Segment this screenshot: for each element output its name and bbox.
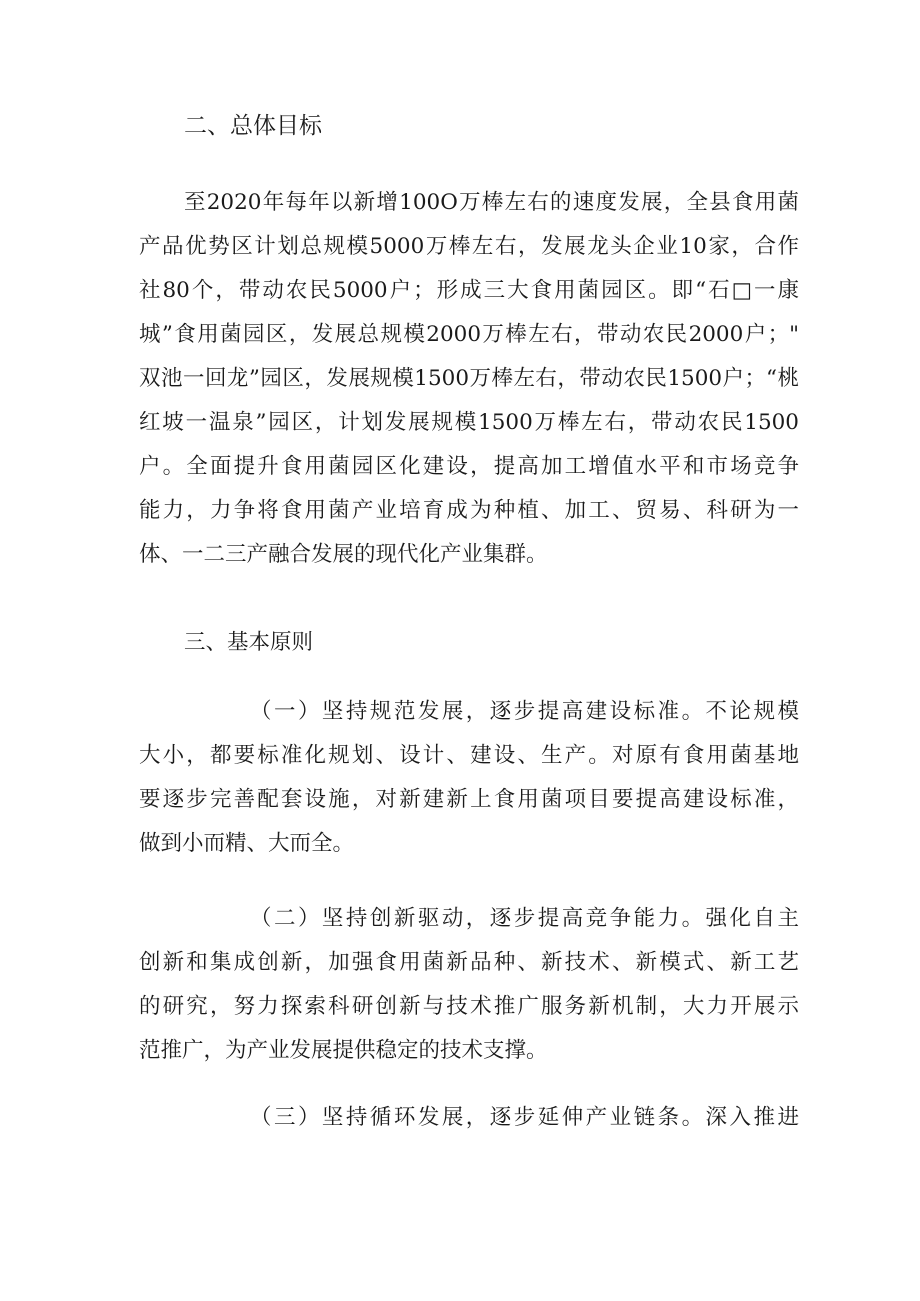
paragraph-line: （二）坚持创新驱动，逐步提高竞争能力。强化自主 [250,906,799,931]
paragraph-line: 范推广，为产业发展提供稳定的技术支撑。 [139,1038,548,1063]
paragraph-line: 城”食用菌园区，发展总规模2000万棒左右，带动农民2000户；" [139,322,799,347]
paragraph-line: 产品优势区计划总规模5000万棒左右，发展龙头企业10家，合作 [139,234,799,259]
paragraph-line: （三）坚持循环发展，逐步延伸产业链条。深入推进 [250,1105,799,1130]
section-heading-overall-goals: 二、总体目标 [184,113,322,139]
paragraph-line: 至2020年每年以新增100O万棒左右的速度发展，全县食用菌 [184,190,799,215]
paragraph-line: 的研究，努力探索科研创新与技术推广服务新机制，大力开展示 [139,994,799,1019]
paragraph-line: 大小，都要标准化规划、设计、建设、生产。对原有食用菌基地 [139,743,799,768]
paragraph-line: 户。全面提升食用菌园区化建设，提高加工增值水平和市场竞争 [139,454,799,479]
paragraph-line: （一）坚持规范发展，逐步提高建设标准。不论规模 [250,699,799,724]
paragraph-line: 做到小而精、大而全。 [139,831,355,856]
section-heading-basic-principles: 三、基本原则 [184,630,314,655]
paragraph-line: 能力，力争将食用菌产业培育成为种植、加工、贸易、科研为一 [139,498,799,523]
paragraph-line: 社80个，带动农民5000户；形成三大食用菌园区。即“石□一康 [139,278,799,303]
paragraph-line: 创新和集成创新，加强食用菌新品种、新技术、新模式、新工艺 [139,950,799,975]
paragraph-line: 双池一回龙”园区，发展规模1500万棒左右，带动农民1500户；“桃 [139,366,799,391]
paragraph-line: 体、一二三产融合发展的现代化产业集群。 [139,542,548,567]
paragraph-line: 要逐步完善配套设施，对新建新上食用菌项目要提高建设标准， [139,787,799,812]
paragraph-line: 红坡一温泉”园区，计划发展规模1500万棒左右，带动农民1500 [139,410,799,435]
